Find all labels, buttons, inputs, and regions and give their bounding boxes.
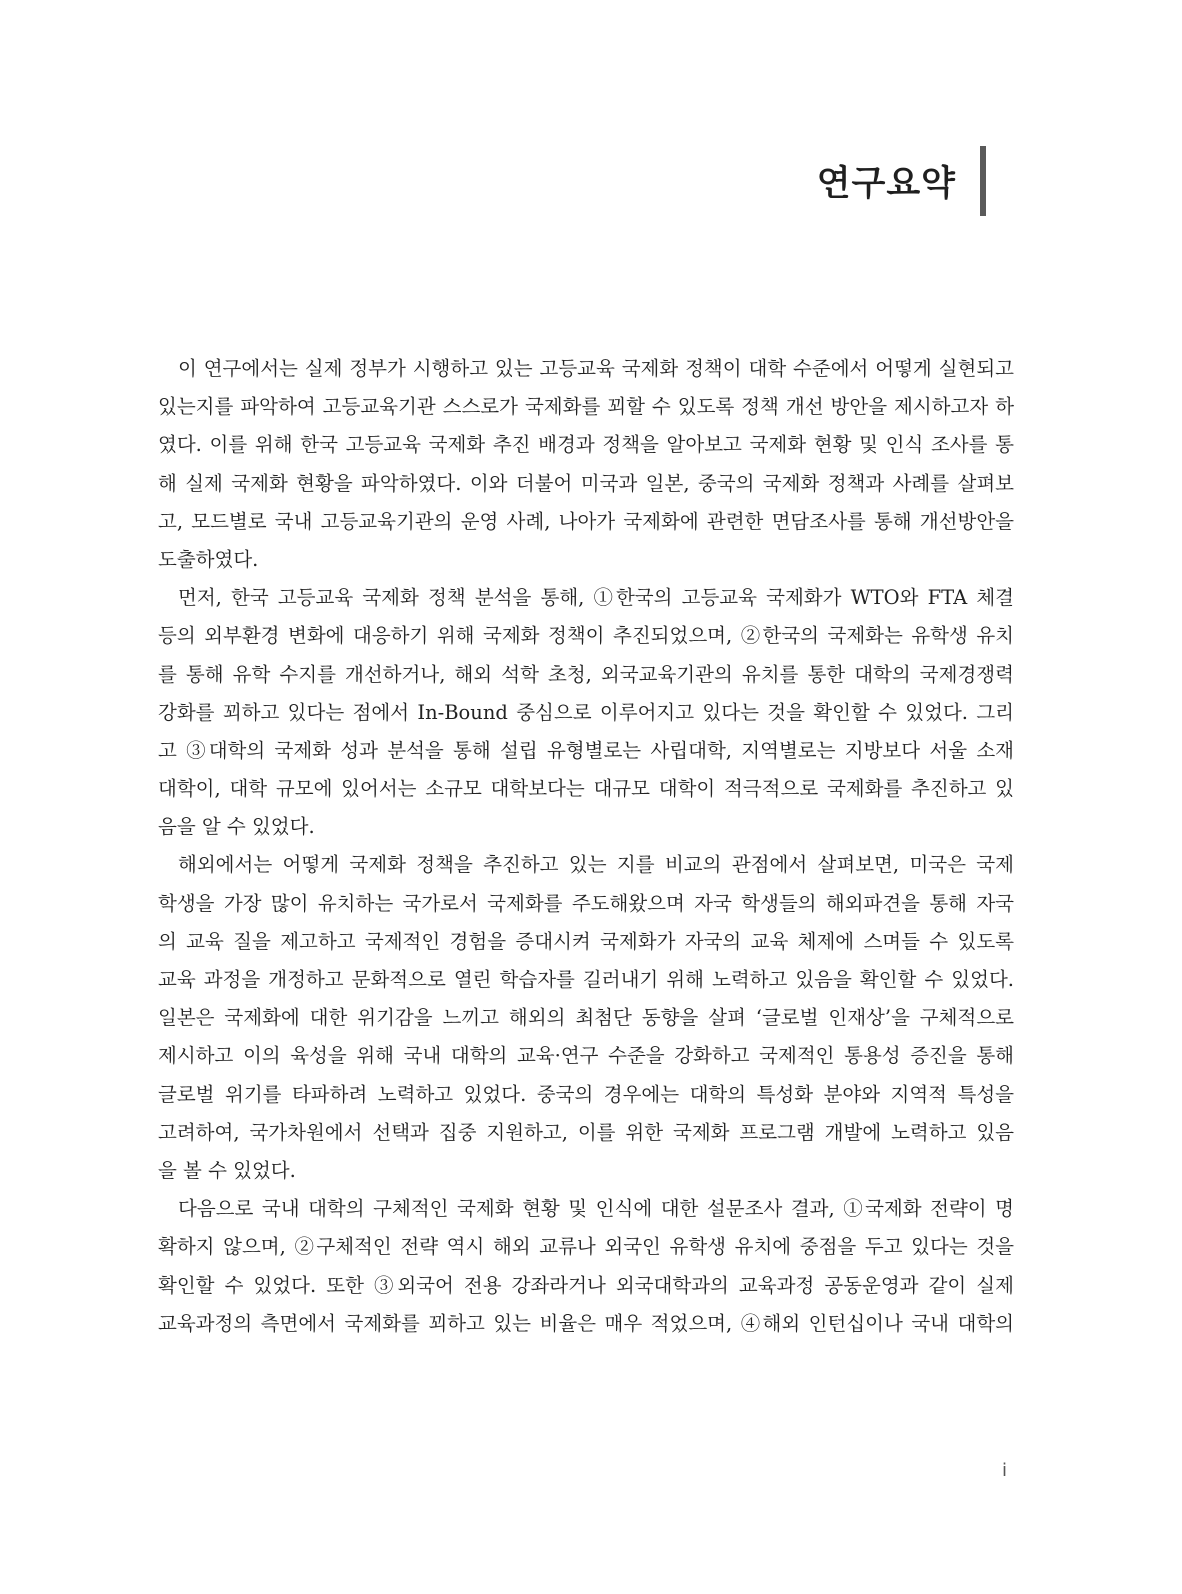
text-line: 제시하고 이의 육성을 위해 국내 대학의 교육·연구 수준을 강화하고 국제적인 통용성 증진을 통해 (158, 1044, 1014, 1068)
text-line: 음을 알 수 있었다. (158, 815, 315, 839)
text-line: 강화를 꾀하고 있다는 점에서 In-Bound 중심으로 이루어지고 있다는 것을 확인할 수 있었다. 그리 (158, 700, 1014, 724)
text-line: 고려하여, 국가차원에서 선택과 집중 지원하고, 이를 위한 국제화 프로그램 개발에 노력하고 있음 (158, 1120, 1014, 1144)
text-line: 일본은 국제화에 대한 위기감을 느끼고 해외의 최첨단 동향을 살펴 ‘글로벌 인재상’을 구체적으로 (158, 1006, 1014, 1030)
text-line: 대학이, 대학 규모에 있어서는 소규모 대학보다는 대규모 대학이 적극적으로 국제화를 추진하고 있 (158, 777, 1014, 801)
page-title: 연구요약 (816, 164, 956, 204)
page-number: i (1002, 1460, 1008, 1481)
text-line: 이 연구에서는 실제 정부가 시행하고 있는 고등교육 국제화 정책이 대학 수준에서 어떻게 실현되고 (178, 357, 1014, 380)
page-header (817, 146, 986, 216)
text-line: 고, 모드별로 국내 고등교육기관의 운영 사례, 나아가 국제화에 관련한 면담조사를 통해 개선방안을 (158, 509, 1014, 533)
text-line: 고 ③대학의 국제화 성과 분석을 통해 설립 유형별로는 사립대학, 지역별로는 지방보다 서울 소재 (158, 738, 1014, 762)
text-line: 을 볼 수 있었다. (158, 1158, 296, 1182)
summary-body (158, 350, 1014, 1343)
text-line: 확인할 수 있었다. 또한 ③외국어 전용 강좌라거나 외국대학과의 교육과정 공동운영과 같이 실제 (158, 1273, 1014, 1297)
text-line: 먼저, 한국 고등교육 국제화 정책 분석을 통해, ①한국의 고등교육 국제화가 WTO와 FTA 체결 (178, 586, 1014, 610)
text-line: 도출하였다. (158, 547, 259, 571)
text-line: 있는지를 파악하여 고등교육기관 스스로가 국제화를 꾀할 수 있도록 정책 개선 방안을 제시하고자 하 (158, 395, 1014, 419)
text-line: 교육과정의 측면에서 국제화를 꾀하고 있는 비율은 매우 적었으며, ④해외 인턴십이나 국내 대학의 (158, 1311, 1014, 1335)
text-line: 학생을 가장 많이 유치하는 국가로서 국제화를 주도해왔으며 자국 학생들의 해외파견을 통해 자국 (158, 891, 1014, 915)
text-line: 글로벌 위기를 타파하려 노력하고 있었다. 중국의 경우에는 대학의 특성화 분야와 지역적 특성을 (158, 1082, 1014, 1106)
text-line: 확하지 않으며, ②구체적인 전략 역시 해외 교류나 외국인 유학생 유치에 중점을 두고 있다는 것을 (158, 1235, 1014, 1259)
text-line: 해 실제 국제화 현황을 파악하였다. 이와 더불어 미국과 일본, 중국의 국제화 정책과 사례를 살펴보 (158, 471, 1014, 495)
text-line: 해외에서는 어떻게 국제화 정책을 추진하고 있는 지를 비교의 관점에서 살펴보면, 미국은 국제 (178, 853, 1014, 877)
text-line: 를 통해 유학 수지를 개선하거나, 해외 석학 초청, 외국교육기관의 유치를 통한 대학의 국제경쟁력 (158, 662, 1014, 686)
text-line: 의 교육 질을 제고하고 국제적인 경험을 증대시켜 국제화가 자국의 교육 체제에 스며들 수 있도록 (158, 929, 1014, 953)
text-line: 다음으로 국내 대학의 구체적인 국제화 현황 및 인식에 대한 설문조사 결과, ①국제화 전략이 명 (178, 1197, 1014, 1221)
text-line: 였다. 이를 위해 한국 고등교육 국제화 추진 배경과 정책을 알아보고 국제화 현황 및 인식 조사를 통 (158, 433, 1014, 457)
text-line: 교육 과정을 개정하고 문화적으로 열린 학습자를 길러내기 위해 노력하고 있음을 확인할 수 있었다. (158, 968, 1014, 991)
title-accent-bar (980, 146, 986, 216)
text-line: 등의 외부환경 변화에 대응하기 위해 국제화 정책이 추진되었으며, ②한국의 국제화는 유학생 유치 (158, 624, 1014, 648)
